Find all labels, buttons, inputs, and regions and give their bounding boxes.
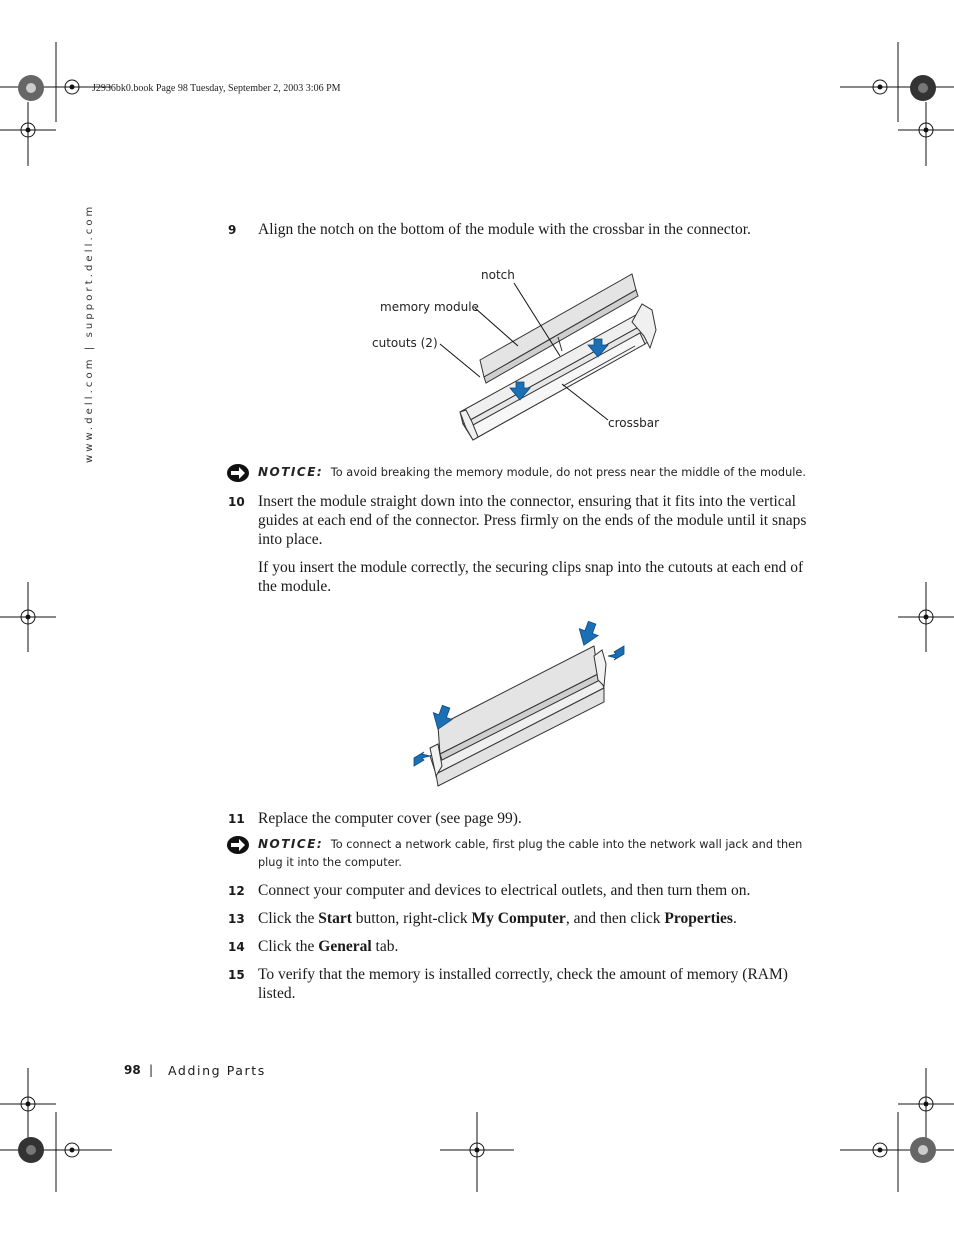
figure-module-seated: [408, 616, 632, 792]
step-text: Insert the module straight down into the connector, ensuring that it fits into the vertical guides at each end of the connector. Press firmly on the ends of the module until it snaps into place.: [258, 493, 807, 548]
step-number: 15: [228, 968, 245, 982]
step-text-part: tab.: [371, 938, 399, 955]
notice-label: NOTICE:: [258, 465, 324, 479]
step-text-part: Click the: [258, 938, 319, 955]
notice-text: To connect a network cable, first plug the cable into the network wall jack and then plug it into the computer.: [258, 838, 803, 869]
step-number: 12: [228, 884, 245, 898]
step-10-followup: [228, 558, 818, 596]
notice-text: To avoid breaking the memory module, do not press near the middle of the module.: [330, 466, 806, 479]
step-followup-text: If you insert the module correctly, the securing clips snap into the cutouts at each end of the module.: [258, 559, 804, 595]
ui-term-start: Start: [318, 910, 352, 927]
clip-arrow-right: [608, 646, 624, 660]
ui-term-general: General: [318, 938, 372, 955]
notice-label: NOTICE:: [258, 837, 324, 851]
step-text-part: , and then click: [565, 910, 665, 927]
step-number: 9: [228, 223, 237, 237]
clip-arrow-left: [414, 752, 430, 766]
notice-1: [226, 463, 816, 482]
label-notch: notch: [481, 268, 515, 282]
step-text: To verify that the memory is installed correctly, check the amount of memory (RAM) listed.: [258, 966, 788, 1002]
step-text: Replace the computer cover (see page 99).: [258, 810, 522, 827]
notice-arrow-icon: [226, 835, 250, 855]
step-text: [258, 937, 818, 956]
page-number: 98: [124, 1063, 141, 1077]
step-text: Align the notch on the bottom of the module with the crossbar in the connector.: [258, 221, 751, 238]
notice-2: [226, 835, 816, 872]
step-number: 14: [228, 940, 245, 954]
footer-separator: |: [149, 1063, 154, 1077]
label-crossbar: crossbar: [608, 416, 660, 430]
step-12: [228, 881, 818, 900]
press-arrow-right-down: [574, 619, 601, 648]
step-number: 13: [228, 912, 245, 926]
step-10: [228, 492, 818, 549]
label-cutouts: cutouts (2): [372, 336, 438, 350]
sidebar-url: www.dell.com | support.dell.com: [84, 203, 95, 463]
step-number: 10: [228, 495, 245, 509]
step-9: [228, 220, 818, 239]
step-11: [228, 809, 818, 828]
step-text-part: .: [732, 910, 737, 927]
step-number: 11: [228, 812, 245, 826]
header-file-info: J2936bk0.book Page 98 Tuesday, September 2, 2003 3:06 PM: [92, 83, 341, 94]
step-text-part: button, right-click: [351, 910, 472, 927]
notice-arrow-icon: [226, 463, 250, 483]
ui-term-properties: Properties: [664, 910, 733, 927]
step-text-part: Click the: [258, 910, 319, 927]
step-15: [228, 965, 818, 1003]
step-text: Connect your computer and devices to electrical outlets, and then turn them on.: [258, 882, 751, 899]
ui-term-my-computer: My Computer: [471, 910, 566, 927]
step-text: [258, 909, 818, 928]
step-13: [228, 909, 818, 928]
step-14: [228, 937, 818, 956]
label-memory-module: memory module: [380, 300, 479, 314]
section-title: Adding Parts: [168, 1063, 266, 1078]
